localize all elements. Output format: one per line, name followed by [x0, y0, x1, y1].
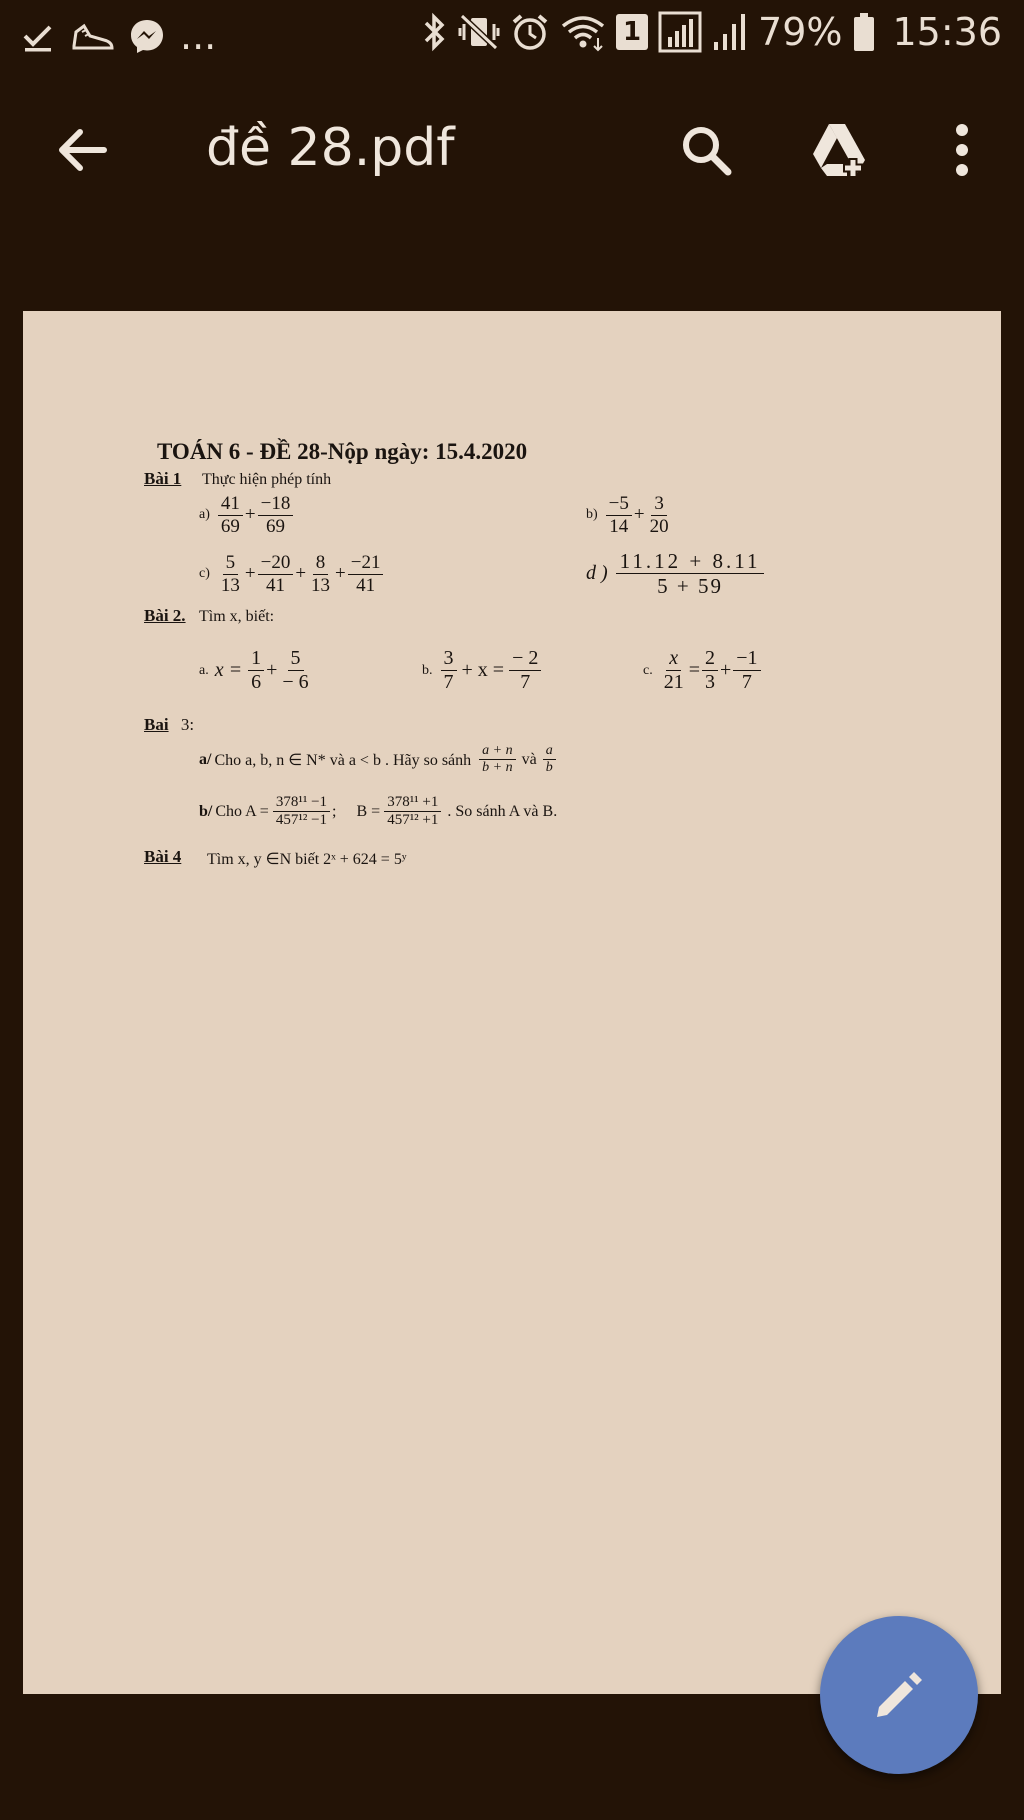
bai3-heading: [144, 715, 194, 735]
fraction: $\frac{-20}{41}$: [258, 552, 294, 597]
bai1-b-expression: b) $\frac{-5}{14}$ + $\frac{3}{20}$: [586, 493, 674, 538]
bai1-instruction: Thực hiện phép tính: [202, 471, 332, 488]
vibrate-mute-icon: [458, 12, 500, 52]
bai1-d-expression: d ) $\frac{11.12 + 8.11}{5 + 59}$: [586, 549, 766, 598]
signal-icon-sim2: [712, 12, 748, 52]
fraction: $\frac{1}{6}$: [248, 647, 264, 694]
fraction: $\frac{8}{13}$: [311, 552, 331, 596]
fraction: $\frac{5}{13}$: [220, 552, 240, 596]
wifi-icon: [560, 12, 606, 52]
fraction: $\frac{2}{3}$: [702, 647, 718, 694]
fraction: $\frac{11.12 + 8.11}{5 + 59}$: [616, 549, 765, 598]
fraction: $\frac{-18}{69}$: [258, 493, 294, 538]
fraction: $\frac{\text{378¹¹ +1}}{\text{457¹² +1}}$: [384, 794, 441, 830]
notification-icons: [20, 14, 216, 58]
more-vert-icon: [952, 122, 972, 178]
shoe-icon: [70, 18, 114, 54]
bai3-a-expression: a/ Cho a, b, n ∈ N* và a < b . Hãy so sánh $\frac{a + n}{b + n}$ và $\frac{a}{b}$: [199, 743, 558, 776]
more-options-button[interactable]: [924, 112, 1000, 188]
arrow-back-icon: [54, 122, 110, 178]
status-bar: [0, 0, 1024, 72]
bai3-number: 3:: [180, 715, 195, 734]
exam-title: TOÁN 6 - ĐỀ 28-Nộp ngày: 15.4.2020: [157, 439, 528, 464]
bai1-label: Bài 1: [144, 469, 182, 488]
drive-add-icon: [807, 120, 873, 180]
fraction: $\frac{3}{20}$: [649, 493, 669, 537]
bluetooth-icon: [420, 12, 448, 52]
add-to-drive-button[interactable]: [802, 112, 878, 188]
messenger-icon: [128, 17, 166, 55]
edit-fab-button[interactable]: [820, 1616, 978, 1774]
fraction: $\frac{3}{7}$: [441, 647, 457, 694]
bai2-label: Bài 2.: [144, 606, 186, 625]
signal-icon-sim1: [658, 11, 702, 53]
document-title: đề 28.pdf: [206, 118, 455, 178]
system-icons: [420, 10, 1002, 54]
fraction: $\frac{a}{b}$: [543, 743, 556, 776]
bai3-label: Bai: [144, 715, 169, 734]
bai4-text: Tìm x, y ∈N biết 2ˣ + 624 = 5ʸ: [207, 851, 407, 868]
bai2-instruction: Tìm x, biết:: [199, 608, 275, 625]
search-button[interactable]: [668, 112, 744, 188]
battery-percent: 79%: [758, 10, 843, 54]
alarm-icon: [510, 12, 550, 52]
bai2-a-expression: a. x = $\frac{1}{6}$ + $\frac{5}{- 6}$: [199, 647, 314, 694]
bai2-b-expression: b. $\frac{3}{7}$ + x = $\frac{- 2}{7}$: [422, 647, 543, 694]
sim-slot-badge: 1: [616, 14, 648, 50]
bai3-b-expression: b/ Cho A = $\frac{\text{378¹¹ −1}}{\text{457¹² −1}}$ ; B = $\frac{\text{378¹¹ +1}}{\text{457¹² +1}}$ . So sánh A và B.: [199, 794, 558, 829]
fraction: $\frac{-21}{41}$: [348, 552, 384, 597]
fraction: $\frac{- 2}{7}$: [509, 647, 541, 694]
bai1-c-expression: c) $\frac{5}{13}$ + $\frac{-20}{41}$ + $\frac{8}{13}$ + $\frac{-21}{41}$: [199, 552, 385, 597]
fraction: $\frac{-1}{7}$: [733, 647, 760, 694]
back-button[interactable]: [44, 112, 120, 188]
clock: 15:36: [892, 10, 1002, 54]
bai4-label: Bài 4: [144, 847, 182, 866]
bai1-a-expression: a) $\frac{41}{69}$ + $\frac{-18}{69}$: [199, 493, 295, 538]
download-done-icon: [20, 18, 56, 54]
battery-icon: [852, 12, 876, 52]
app-bar: [0, 72, 1024, 228]
fraction: $\frac{\text{378¹¹ −1}}{\text{457¹² −1}}$: [273, 794, 330, 830]
fraction: $\frac{41}{69}$: [218, 493, 243, 538]
more-notifications: ...: [180, 14, 217, 58]
bai2-c-expression: c. $\frac{x}{21}$ = $\frac{2}{3}$ + $\frac{-1}{7}$: [643, 647, 763, 694]
search-icon: [678, 122, 734, 178]
pencil-icon: [869, 1665, 929, 1725]
fraction: $\frac{-5}{14}$: [606, 493, 632, 538]
pdf-page[interactable]: [23, 311, 1001, 1694]
fraction: $\frac{x}{21}$: [663, 647, 684, 693]
fraction: $\frac{a + n}{b + n}$: [479, 743, 515, 776]
fraction: $\frac{5}{- 6}$: [282, 647, 309, 693]
